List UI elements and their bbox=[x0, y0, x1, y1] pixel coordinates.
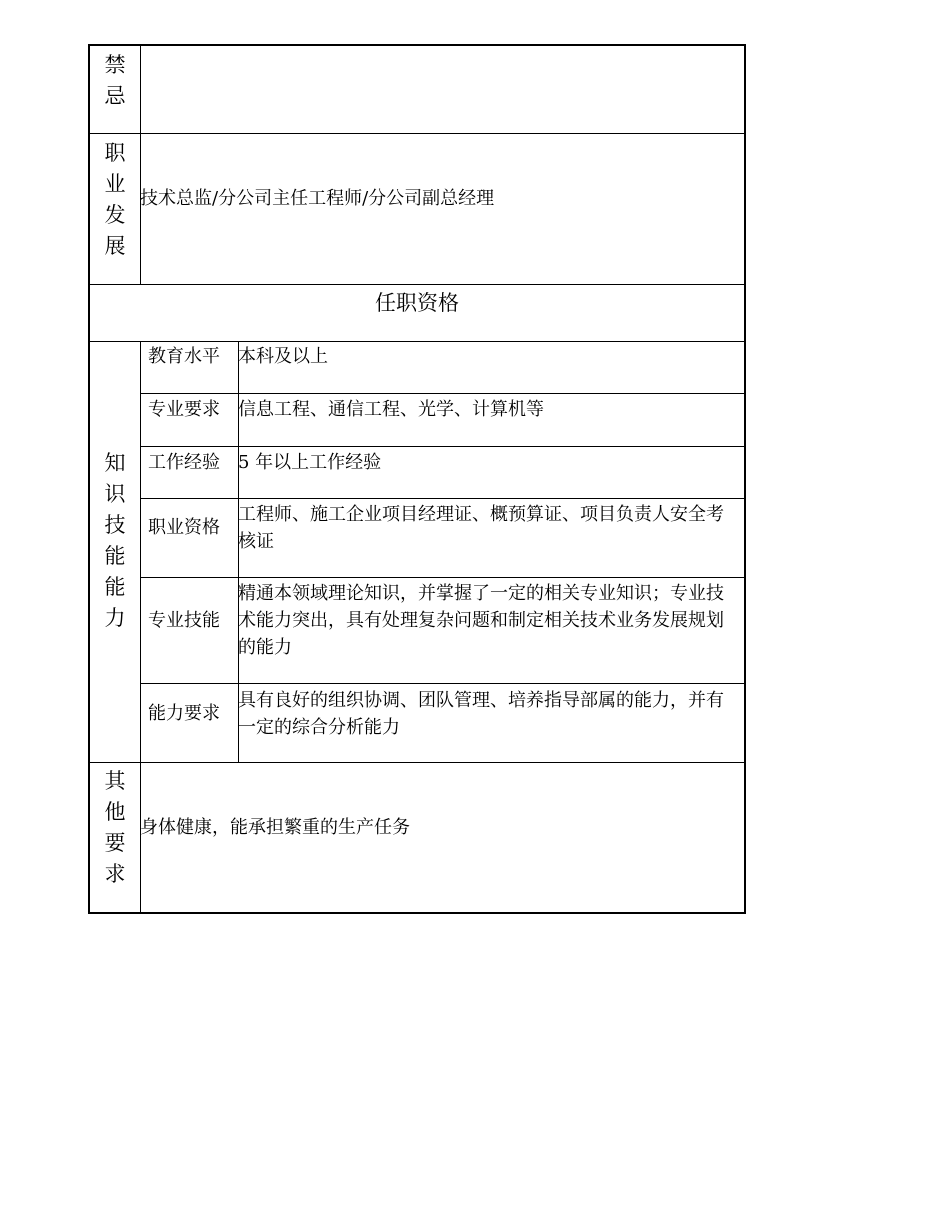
certification-label: 职业资格 bbox=[148, 517, 220, 538]
sub-row-divider bbox=[140, 683, 744, 684]
career-content: 技术总监/分公司主任工程师/分公司副总经理 bbox=[140, 188, 495, 209]
row-divider bbox=[90, 133, 744, 134]
skills-label: 专业技能 bbox=[148, 610, 220, 631]
ability-value: 具有良好的组织协调、团队管理、培养指导部属的能力，并有一定的综合分析能力 bbox=[238, 690, 724, 738]
experience-label: 工作经验 bbox=[148, 452, 220, 473]
career-label: 职业发展 bbox=[104, 141, 126, 258]
row-divider bbox=[90, 284, 744, 285]
knowledge-label: 知识技能能力 bbox=[104, 451, 126, 630]
taboo-label: 禁忌 bbox=[104, 53, 126, 108]
certification-value: 工程师、施工企业项目经理证、概预算证、项目负责人安全考核证 bbox=[238, 504, 724, 552]
sub-row-divider bbox=[140, 498, 744, 499]
education-value: 本科及以上 bbox=[238, 346, 328, 367]
skills-value: 精通本领域理论知识，并掌握了一定的相关专业知识；专业技术能力突出，具有处理复杂问题和制定相关技术业务发展规划的能力 bbox=[238, 583, 724, 658]
major-value: 信息工程、通信工程、光学、计算机等 bbox=[238, 399, 544, 420]
job-description-table bbox=[88, 44, 746, 914]
row-divider bbox=[90, 341, 744, 342]
experience-value: 5 年以上工作经验 bbox=[238, 452, 382, 473]
education-label: 教育水平 bbox=[148, 346, 220, 367]
ability-label: 能力要求 bbox=[148, 703, 220, 724]
major-label: 专业要求 bbox=[148, 399, 220, 420]
row-divider bbox=[90, 762, 744, 763]
other-content: 身体健康，能承担繁重的生产任务 bbox=[140, 817, 410, 838]
sub-row-divider bbox=[140, 446, 744, 447]
column-divider bbox=[140, 46, 141, 284]
sub-row-divider bbox=[140, 393, 744, 394]
other-label: 其他要求 bbox=[104, 769, 126, 886]
sub-row-divider bbox=[140, 577, 744, 578]
qualifications-title: 任职资格 bbox=[375, 291, 459, 315]
